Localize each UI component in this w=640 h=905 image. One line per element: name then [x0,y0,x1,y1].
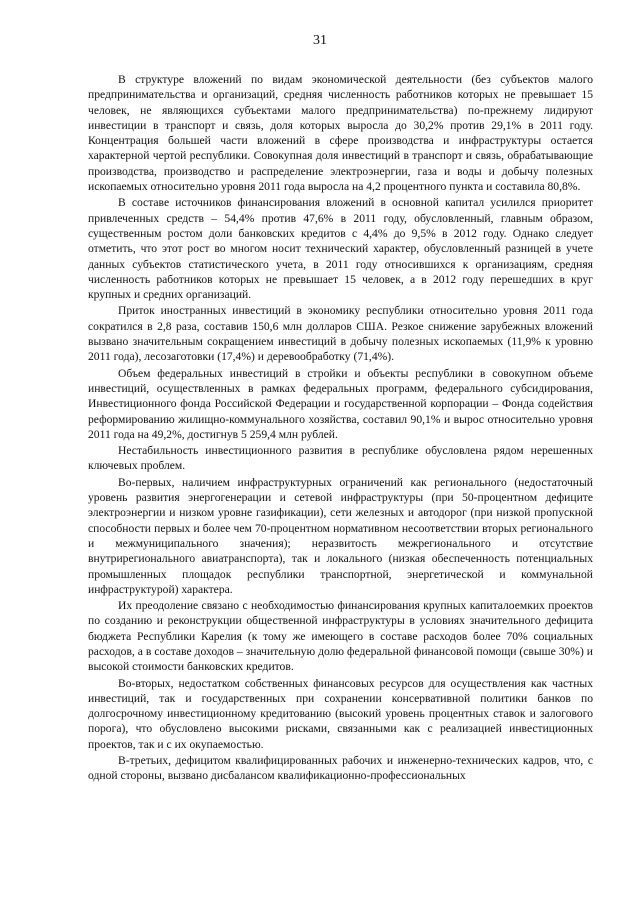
paragraph-instability: Нестабильность инвестиционного развития в республике обусловлена рядом нерешенных ключевых проблем. [88,444,593,473]
body-text [88,72,593,784]
paragraph-first-problem: Во-первых, наличием инфраструктурных ограничений как регионального (недостаточный уровень развития энергогенерации и сетевой инфраструктуры (при 50-процентном дефиците электроэнергии и низком уровне газификации), сети железных и автодорог (при низкой пропускной способности первых и более чем 70-процентном нормативном несоответствии вторых регионального и межмуниципального значения); неразвитость межрегионального и отсутствие внутрирегионального авиатранспорта), так и локального (низкая обеспеченность потенциальных промышленных площадок республики транспортной, энергетической и коммунальной инфраструктурой) характера. [88,475,593,596]
paragraph-third-problem: В-третьих, дефицитом квалифицированных рабочих и инженерно-технических кадров, что, с одной стороны, вызвано дисбалансом квалификационно-профессиональных [88,754,593,783]
paragraph-second-problem: Во-вторых, недостатком собственных финансовых ресурсов для осуществления как частных инвестиций, так и государственных при сохранении консервативной политики банков по долгосрочному инвестиционному кредитованию (высокий уровень процентных ставок и залогового порога), что обусловлено высокими рисками, связанными как с реализацией инвестиционных проектов, так и с их окупаемостью. [88,676,593,751]
paragraph-financing-sources: В составе источников финансирования вложений в основной капитал усилился приоритет привлеченных средств – 54,4% против 47,6% в 2011 году, обусловленный, главным образом, существенным ростом доли банковских кредитов с 4,4% до 9,5% в 2012 году. Однако следует отметить, что этот рост во многом носит технический характер, обусловленный разницей в учете данных субъектов статистического учета, в 2011 году относившихся к организациям, средняя численность работников которых не превышает 15 человек, а в 2012 году перешедших в круг крупных и средних организаций. [88,196,593,302]
paragraph-foreign-investment: Приток иностранных инвестиций в экономику республики относительно уровня 2011 года сократился в 2,8 раза, составив 150,6 млн долларов США. Резкое снижение зарубежных вложений вызвано значительным сокращением инвестиций в добычу полезных ископаемых (11,9% к уровню 2011 года), лесозаготовки (17,4%) и деревообработку (71,4%). [88,304,593,364]
paragraph-federal-investment: Объем федеральных инвестиций в стройки и объекты республики в совокупном объеме инвестиций, осуществленных в рамках федеральных программ, федерального субсидирования, Инвестиционного фонда Российской Федерации и государственной корпорации – Фонда содействия реформированию жилищно-коммунального хозяйства, составил 90,1% и вырос относительно уровня 2011 года на 49,2%, достигнув 5 259,4 млн рублей. [88,366,593,441]
paragraph-investment-structure: В структуре вложений по видам экономической деятельности (без субъектов малого предпринимательства и организаций, средняя численность работников которых не превышает 15 человек, не являющихся субъектами малого предпринимательства) по-прежнему лидируют инвестиции в транспорт и связь, доля которых выросла до 30,2% против 29,1% в 2011 году. Концентрация большей части вложений в сфере производства и инфраструктуры остается характерной чертой республики. Совокупная доля инвестиций в транспорт и связь, обрабатывающие производства, производство и распределение электроэнергии, газа и воды и добычу полезных ископаемых относительно уровня 2011 года выросла на 4,2 процентного пункта и составила 80,8%. [88,73,593,194]
paragraph-overcoming: Их преодоление связано с необходимостью финансирования крупных капиталоемких проектов по созданию и реконструкции общественной инфраструктуры в условиях значительного дефицита бюджета Республики Карелия (к тому же имеющего в составе расходов более 70% социальных расходов, а в составе доходов – значительную долю федеральной финансовой помощи (свыше 30%) и высокой стоимости банковских кредитов. [88,599,593,674]
page-number: 31 [313,33,327,48]
